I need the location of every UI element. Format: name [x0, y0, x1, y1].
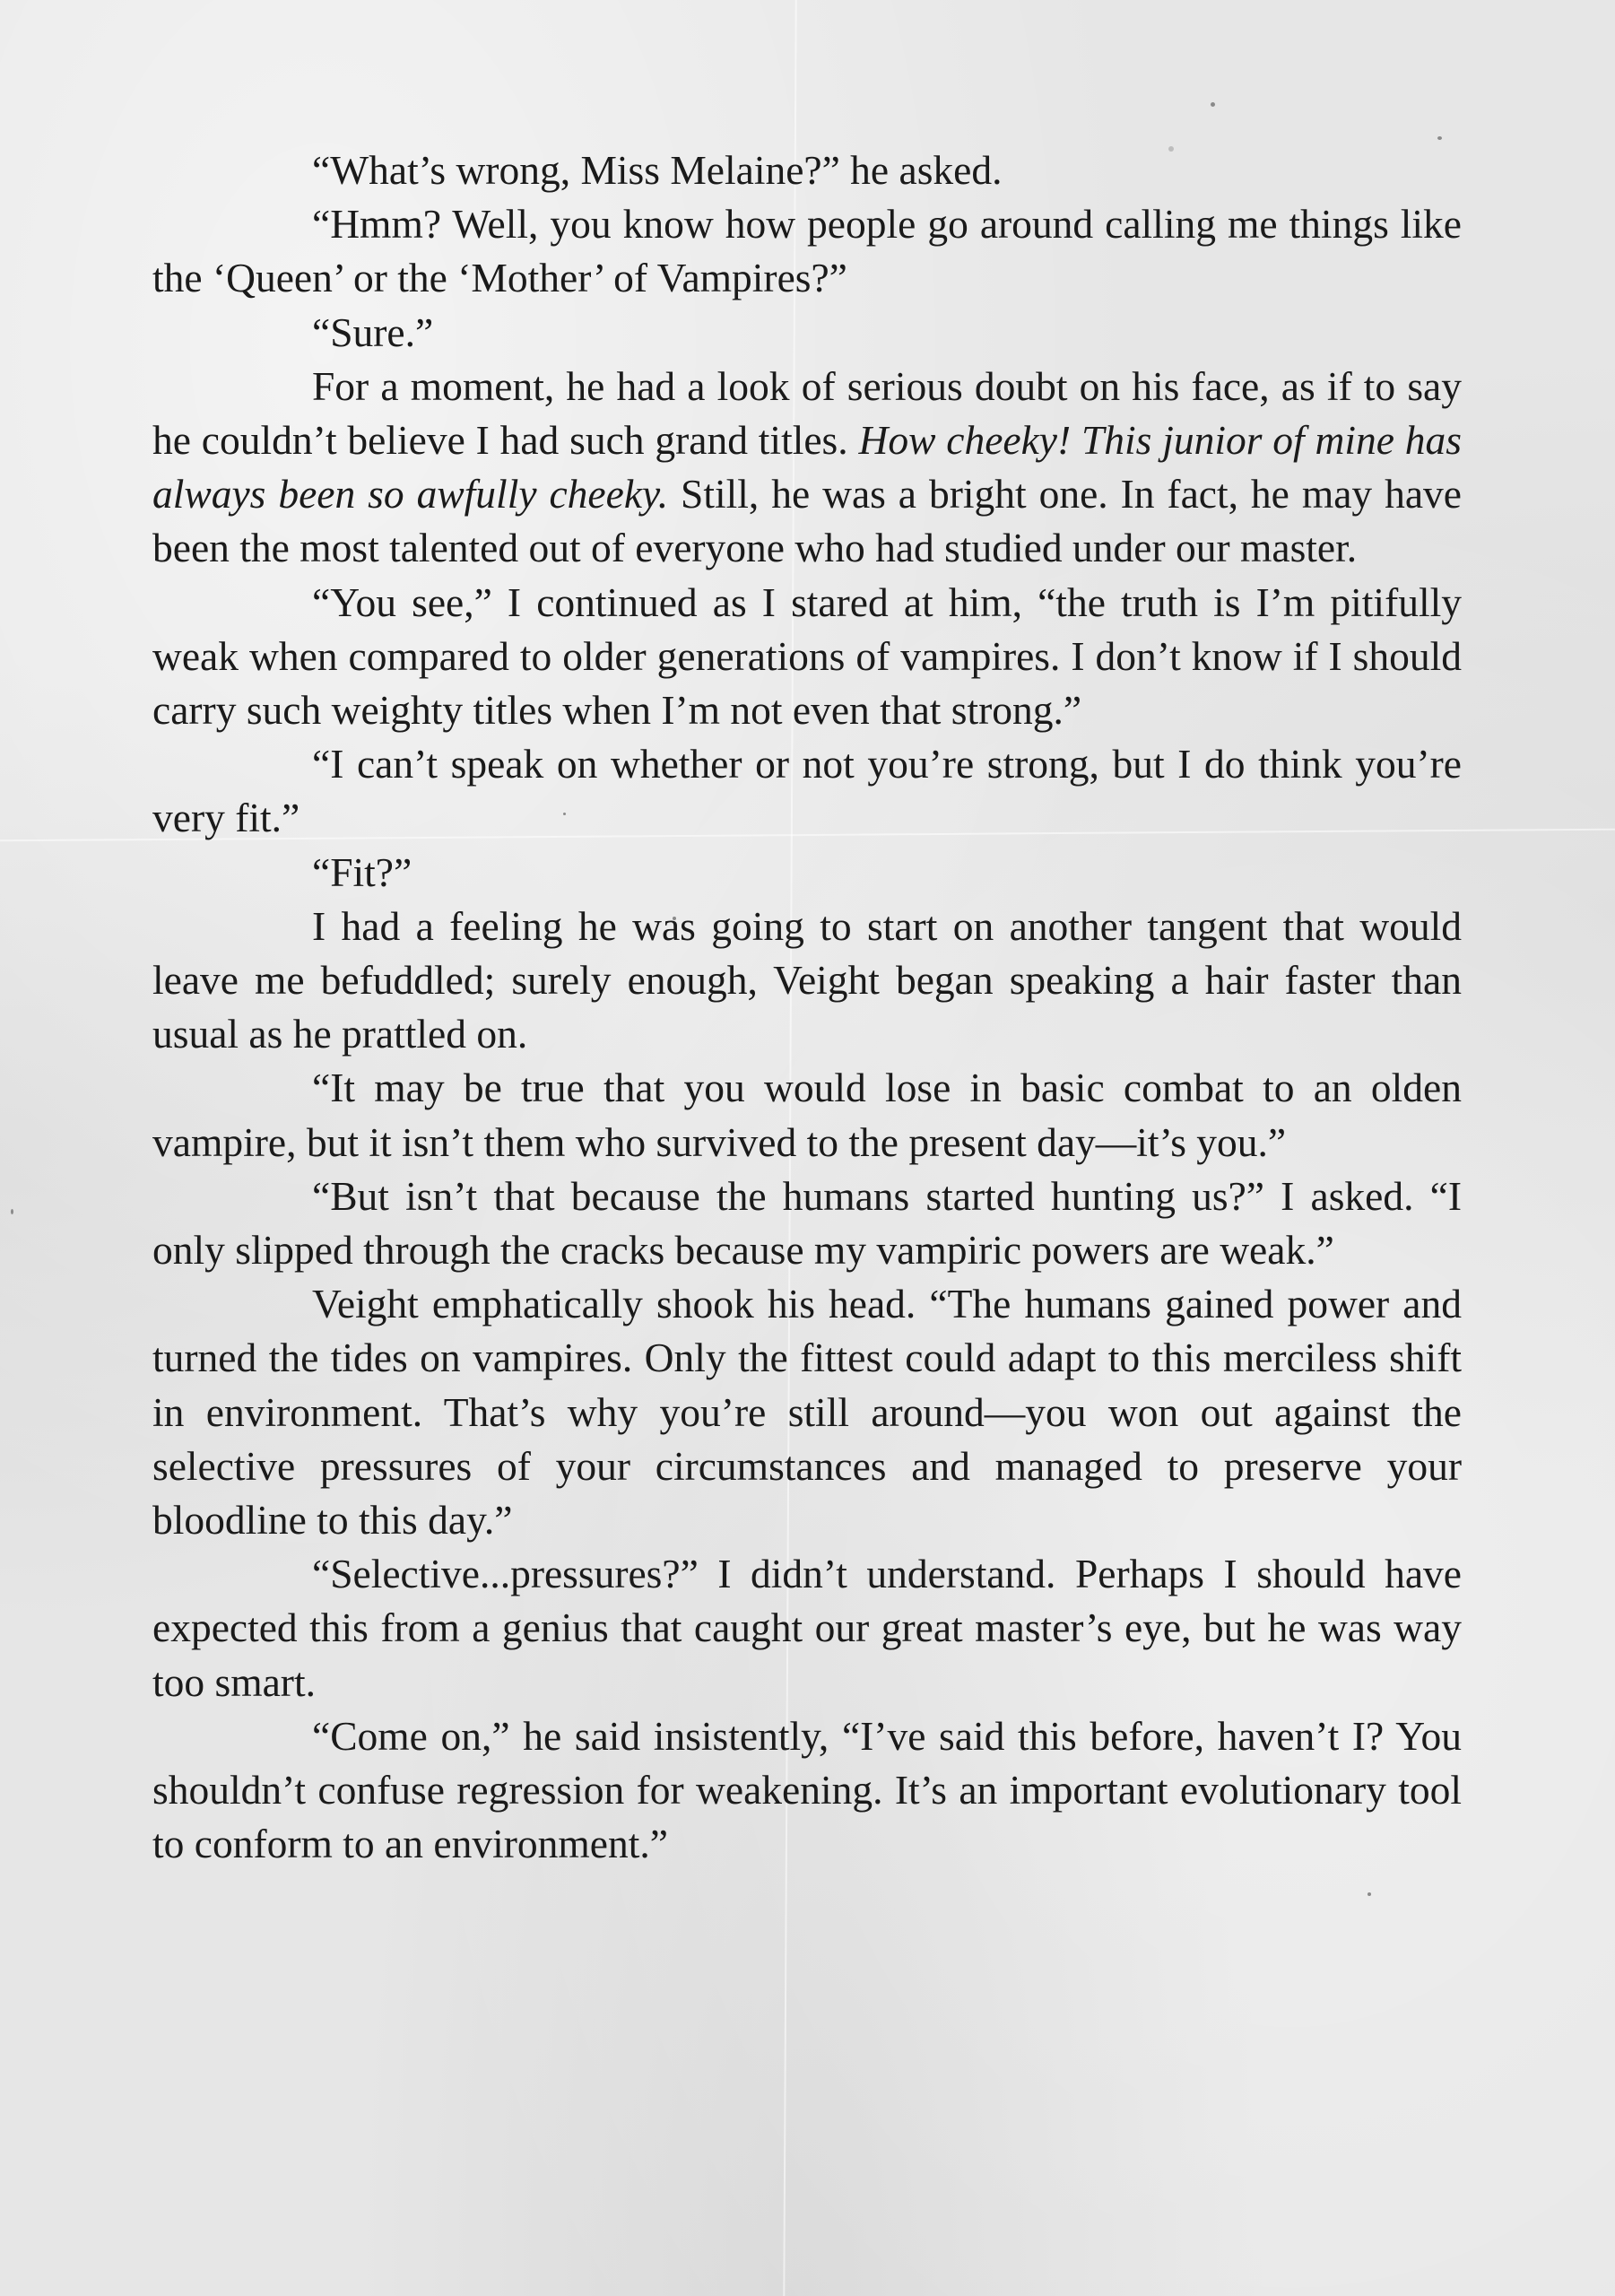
- text-run: “What’s wrong, Miss Melaine?” he asked.: [312, 147, 1003, 193]
- paragraph: [152, 846, 1462, 900]
- page-text: [152, 144, 1462, 1872]
- text-run: “Sure.”: [312, 309, 434, 355]
- paragraph: [152, 1277, 1462, 1547]
- paper-speck: [11, 1209, 13, 1214]
- paragraph: [152, 1547, 1462, 1709]
- paragraph: [152, 197, 1462, 305]
- text-run: I had a feeling he was going to start on another tangent that would leave me befuddled; surely enough, Veight began speaking a hair faster than usual as he prattled on.: [152, 902, 1462, 1057]
- paper-speck: [1368, 1892, 1371, 1896]
- text-run: For a moment, he had a look of serious doubt on his face, as if to say he couldn’t believe I had such grand titles.: [152, 362, 1462, 464]
- text-run: “You see,” I continued as I stared at him, “the truth is I’m pitifully weak when compared to older generations of vampires. I don’t know if I should carry such weighty titles when I’m not even that strong.”: [152, 578, 1462, 734]
- paragraph: [152, 360, 1462, 576]
- paragraph: [152, 1170, 1462, 1277]
- paragraph: [152, 144, 1462, 197]
- text-run: “But isn’t that because the humans started hunting us?” I asked. “I only slipped through the cracks because my vampiric powers are weak.”: [152, 1172, 1462, 1274]
- paragraph: [152, 1709, 1462, 1872]
- text-run: “Fit?”: [312, 848, 412, 895]
- italic-text-run: How cheeky! This junior of mine has always been so awfully cheeky.: [152, 417, 1462, 517]
- text-run: Veight emphatically shook his head. “The humans gained power and turned the tides on vampires. Only the fittest could adapt to this merciless shift in environment. That’s why you’re still around—you won out against the selective pressures of your circumstances and managed to preserve your bloodline to this day.”: [152, 1281, 1462, 1544]
- paragraph: [152, 576, 1462, 738]
- text-run: Still, he was a bright one. In fact, he may have been the most talented out of everyone who had studied under our master.: [152, 471, 1462, 571]
- text-run: “Come on,” he said insistently, “I’ve said this before, haven’t I? You shouldn’t confuse regression for weakening. It’s an important evolutionary tool to conform to an environment.”: [152, 1712, 1462, 1867]
- text-run: “I can’t speak on whether or not you’re strong, but I do think you’re very fit.”: [152, 741, 1462, 841]
- paragraph: [152, 737, 1462, 845]
- paragraph: [152, 1061, 1462, 1169]
- text-run: “Hmm? Well, you know how people go around calling me things like the ‘Queen’ or the ‘Mother’ of Vampires?”: [152, 201, 1462, 301]
- text-run: “Selective...pressures?” I didn’t understand. Perhaps I should have expected this from a genius that caught our great master’s eye, but he was way too smart.: [152, 1551, 1462, 1705]
- paper-speck: [1211, 102, 1215, 107]
- text-run: “It may be true that you would lose in basic combat to an olden vampire, but it isn’t them who survived to the present day—it’s you.”: [152, 1065, 1462, 1165]
- paper-speck: [1437, 136, 1442, 140]
- paragraph: [152, 306, 1462, 360]
- paragraph: [152, 900, 1462, 1062]
